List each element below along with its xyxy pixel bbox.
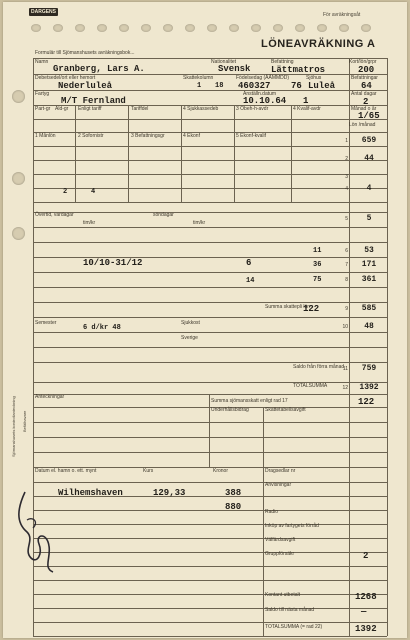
col-val-b: 36 bbox=[313, 261, 322, 269]
name-label: Namn bbox=[35, 59, 49, 65]
total2-label: TOTALSUMMA (= rad 22) bbox=[265, 624, 323, 630]
saldo2-label: Saldo till nästa månad bbox=[265, 607, 315, 613]
birth-value: 460327 bbox=[238, 81, 271, 91]
publisher-logo: DARGENS bbox=[31, 9, 57, 15]
anvisn-label: Anvisningar bbox=[265, 482, 292, 488]
grid-line bbox=[263, 407, 264, 636]
grid-line bbox=[33, 437, 387, 438]
wage-label: Kort/lön/grpr bbox=[349, 59, 377, 65]
taxable-label: Summa skattepli lön bbox=[265, 304, 311, 310]
grid-line bbox=[33, 452, 387, 453]
grid-line bbox=[33, 622, 387, 623]
rank-label: Befattning bbox=[271, 59, 294, 65]
days-value: 2 bbox=[363, 97, 369, 107]
grid-line bbox=[33, 146, 387, 147]
grid-line bbox=[33, 608, 387, 609]
row-number: 10 bbox=[342, 324, 348, 330]
kronor-value-2: 880 bbox=[225, 502, 242, 512]
bef-value: 64 bbox=[361, 81, 372, 91]
row-amount: 44 bbox=[364, 154, 374, 163]
kontant-value: 1268 bbox=[355, 592, 377, 602]
grid-line bbox=[33, 482, 387, 483]
grid-line bbox=[33, 552, 387, 553]
employee-name: Granberg, Lars A. bbox=[53, 64, 145, 74]
ot-label: Övertid, vardagar bbox=[35, 212, 74, 218]
time-value-1: 2 bbox=[63, 188, 68, 196]
ot-unit: tim/kr bbox=[83, 220, 96, 226]
col-val-e: 14 bbox=[246, 277, 255, 285]
grid-line bbox=[33, 362, 387, 363]
saldo2-value: — bbox=[361, 607, 367, 617]
kontant-label: Kontant utbetalt bbox=[265, 592, 301, 598]
month-label: Månad o år bbox=[351, 106, 377, 112]
annotations-label: Anteckningar bbox=[35, 394, 65, 400]
date-label: Anställn.datum bbox=[243, 91, 277, 97]
from-to-date: 10/10-31/12 bbox=[83, 258, 143, 268]
grid-line bbox=[33, 580, 387, 581]
perforation-dot bbox=[251, 24, 261, 32]
rank-value: Lättmatros bbox=[271, 65, 326, 75]
row-number: 7 bbox=[345, 262, 348, 268]
underhall-label: Underhållsbidrag bbox=[211, 407, 249, 413]
grid-line bbox=[128, 105, 129, 202]
grid-line bbox=[33, 227, 387, 228]
number-value: 76 bbox=[291, 81, 302, 91]
row-number: 12 bbox=[342, 385, 348, 391]
perforation-dot bbox=[361, 24, 371, 32]
grid-line bbox=[291, 105, 292, 202]
grid-line bbox=[234, 105, 235, 202]
grid-line bbox=[33, 317, 387, 318]
vessel-value: M/T Fernland bbox=[61, 96, 126, 106]
total-label: TOTALSUMMA bbox=[293, 383, 328, 389]
vessel-label: Fartyg bbox=[35, 91, 50, 97]
grid-line bbox=[33, 524, 387, 525]
exchange-rate: 129,33 bbox=[153, 488, 186, 498]
grid-line bbox=[33, 302, 387, 303]
perforation-dot bbox=[295, 24, 305, 32]
grid-line bbox=[33, 538, 387, 539]
taxable-value: 122 bbox=[303, 304, 320, 314]
row-number: 11 bbox=[342, 366, 348, 372]
col-val-a: 11 bbox=[313, 247, 322, 255]
tax-sum-value: 122 bbox=[358, 397, 375, 407]
month-value: 1/65 bbox=[358, 111, 380, 121]
row-number: 4 bbox=[345, 186, 348, 192]
grid-line bbox=[33, 422, 387, 423]
grupp-value: 2 bbox=[363, 551, 369, 561]
port-label: Sjöhus bbox=[306, 75, 322, 81]
row-amount: 1392 bbox=[359, 383, 379, 392]
home-label: Debetsedel/ort eller hemort bbox=[35, 75, 96, 81]
tax-label: Skattekolumn bbox=[183, 75, 214, 81]
grid-line bbox=[33, 636, 387, 637]
row-number: 8 bbox=[345, 277, 348, 283]
grid-line bbox=[33, 242, 387, 243]
grid-line bbox=[33, 332, 387, 333]
col-befgr: 3 Befattningsgr bbox=[131, 133, 165, 139]
side-text-captain: Befälhavare bbox=[22, 410, 27, 432]
skattetabell-label: Skattetabellsavgift bbox=[265, 407, 306, 413]
grid-line bbox=[349, 58, 350, 636]
perforation-dot bbox=[317, 24, 327, 32]
grupp-label: Gruppförsäkr bbox=[265, 551, 295, 557]
row-amount: 53 bbox=[364, 246, 374, 255]
row-amount: 585 bbox=[361, 304, 377, 313]
col-kvalif: 4 Kvalif-avdr bbox=[293, 106, 321, 112]
punch-hole bbox=[12, 227, 25, 240]
col-obeh: 3 Obeh-h-avdr bbox=[236, 106, 269, 112]
row-number: 1 bbox=[345, 138, 348, 144]
row-number: 9 bbox=[345, 306, 348, 312]
grid-line bbox=[209, 394, 210, 467]
hol-label: söndagar bbox=[153, 212, 174, 218]
perforation-dot bbox=[273, 24, 283, 32]
tax-percent: 18 bbox=[215, 82, 224, 90]
col-tariff: Enligt tariff bbox=[78, 106, 102, 112]
sweden-label: Sverige bbox=[181, 335, 198, 341]
top-right-note: För avräkningsåt bbox=[323, 12, 361, 18]
grid-line bbox=[33, 407, 387, 408]
birth-label: Födelsedag (ÅÅMMDD) bbox=[236, 75, 290, 81]
grid-line bbox=[33, 287, 387, 288]
side-text-control: Sjömanshusets kontrollanteckning bbox=[11, 396, 16, 457]
semester-value: 6 d/kr 48 bbox=[83, 324, 121, 332]
grid-line bbox=[75, 105, 76, 202]
perforation-dot bbox=[97, 24, 107, 32]
col-ekonf-kvalif: 5 Ekonf-kvalif bbox=[236, 133, 267, 139]
col-lon-month: Lön /månad bbox=[349, 122, 376, 128]
grid-line bbox=[33, 594, 387, 595]
date-port-label: Datum el. hamn o. ett. mynt bbox=[35, 468, 97, 474]
grid-line bbox=[33, 212, 387, 213]
radio-label: Radio bbox=[265, 509, 279, 515]
row-number: 3 bbox=[345, 174, 348, 180]
kronor-value-1: 388 bbox=[225, 488, 242, 498]
six-value: 6 bbox=[246, 258, 252, 268]
grid-line bbox=[33, 510, 387, 511]
perforation-dot bbox=[207, 24, 217, 32]
handwritten-signature bbox=[3, 472, 63, 582]
col-tariffdel: Tariffdel bbox=[131, 106, 149, 112]
row-number: 2 bbox=[345, 156, 348, 162]
grid-line bbox=[33, 202, 387, 203]
saldo-label: Saldo från förra månad bbox=[293, 364, 345, 370]
period-value: 1 bbox=[303, 96, 309, 106]
perforation-dot bbox=[163, 24, 173, 32]
perforation-dot bbox=[119, 24, 129, 32]
perforation-dot bbox=[141, 24, 151, 32]
col-sjukkasse: 4 Sjukkassedeb bbox=[183, 106, 219, 112]
col-val-c: 75 bbox=[313, 276, 322, 284]
form-title: LÖNEAVRÄKNING A bbox=[261, 38, 376, 50]
bef-label: Befattningar bbox=[351, 75, 378, 81]
perforation-dot bbox=[31, 24, 41, 32]
row-amount: 171 bbox=[361, 260, 377, 269]
date-value: 10.10.64 bbox=[243, 96, 287, 106]
port-value: Luleå bbox=[308, 81, 336, 91]
col-manlon: 1 Månlön bbox=[35, 133, 56, 139]
total2-value: 1392 bbox=[355, 624, 377, 634]
time-value-2: 4 bbox=[91, 188, 96, 196]
col-sofornistr: 2 Sofornistr bbox=[78, 133, 104, 139]
grid-line bbox=[33, 566, 387, 567]
row-number: 5 bbox=[345, 216, 348, 222]
drag-label: Dragsedlar nr bbox=[265, 468, 296, 474]
perforation-dot bbox=[53, 24, 63, 32]
home-value: Nederluleå bbox=[58, 81, 113, 91]
days-label: Antal dagar bbox=[351, 91, 377, 97]
col-part: Part-gr bbox=[35, 106, 51, 112]
regulation-text: Formulär till Sjömanshusets avräkningsbok... bbox=[35, 50, 135, 56]
punch-hole bbox=[12, 90, 25, 103]
nationality-label: Nationalitet bbox=[211, 59, 237, 65]
nationality-value: Svensk bbox=[218, 64, 251, 74]
sick-label: Sjukkost bbox=[181, 320, 200, 326]
exchange-port: Wilhemshaven bbox=[58, 488, 123, 498]
perforation-dot bbox=[339, 24, 349, 32]
tax-column: 1 bbox=[197, 82, 202, 90]
grid-line bbox=[33, 382, 387, 383]
kronor-label: Kronor bbox=[213, 468, 229, 474]
grid-line bbox=[33, 347, 387, 348]
tax-sum-label: Summa sjömansskatt enligt rad 17 bbox=[211, 398, 288, 404]
perforation-dot bbox=[75, 24, 85, 32]
col-ald: Ald-gr bbox=[55, 106, 69, 112]
grid-line bbox=[387, 58, 388, 636]
row-amount: 361 bbox=[361, 275, 377, 284]
grid-line bbox=[33, 394, 387, 395]
col-ekonf: 4 Ekonf bbox=[183, 133, 200, 139]
grid-line bbox=[181, 105, 182, 202]
perforation-dot bbox=[229, 24, 239, 32]
valfard-label: Välfärdsavgift bbox=[265, 537, 296, 543]
kurs-label: Kurs bbox=[143, 468, 154, 474]
hol-unit: tim/kr bbox=[193, 220, 206, 226]
row-amount: 659 bbox=[361, 136, 377, 145]
semester-label: Semester bbox=[35, 320, 57, 326]
grid-line bbox=[33, 58, 387, 59]
payslip-sheet bbox=[3, 2, 407, 638]
wage-value: 200 bbox=[358, 65, 375, 75]
grid-line bbox=[33, 272, 387, 273]
row-amount: 48 bbox=[364, 322, 374, 331]
row-amount: 759 bbox=[361, 364, 377, 373]
inkop-label: Inköp av fartygets förråd bbox=[265, 523, 319, 529]
row-amount: 5 bbox=[366, 214, 372, 223]
row-amount: 4 bbox=[366, 184, 372, 193]
grid-line bbox=[33, 119, 387, 120]
row-number: 6 bbox=[345, 248, 348, 254]
perforation-dot bbox=[185, 24, 195, 32]
punch-hole bbox=[12, 172, 25, 185]
